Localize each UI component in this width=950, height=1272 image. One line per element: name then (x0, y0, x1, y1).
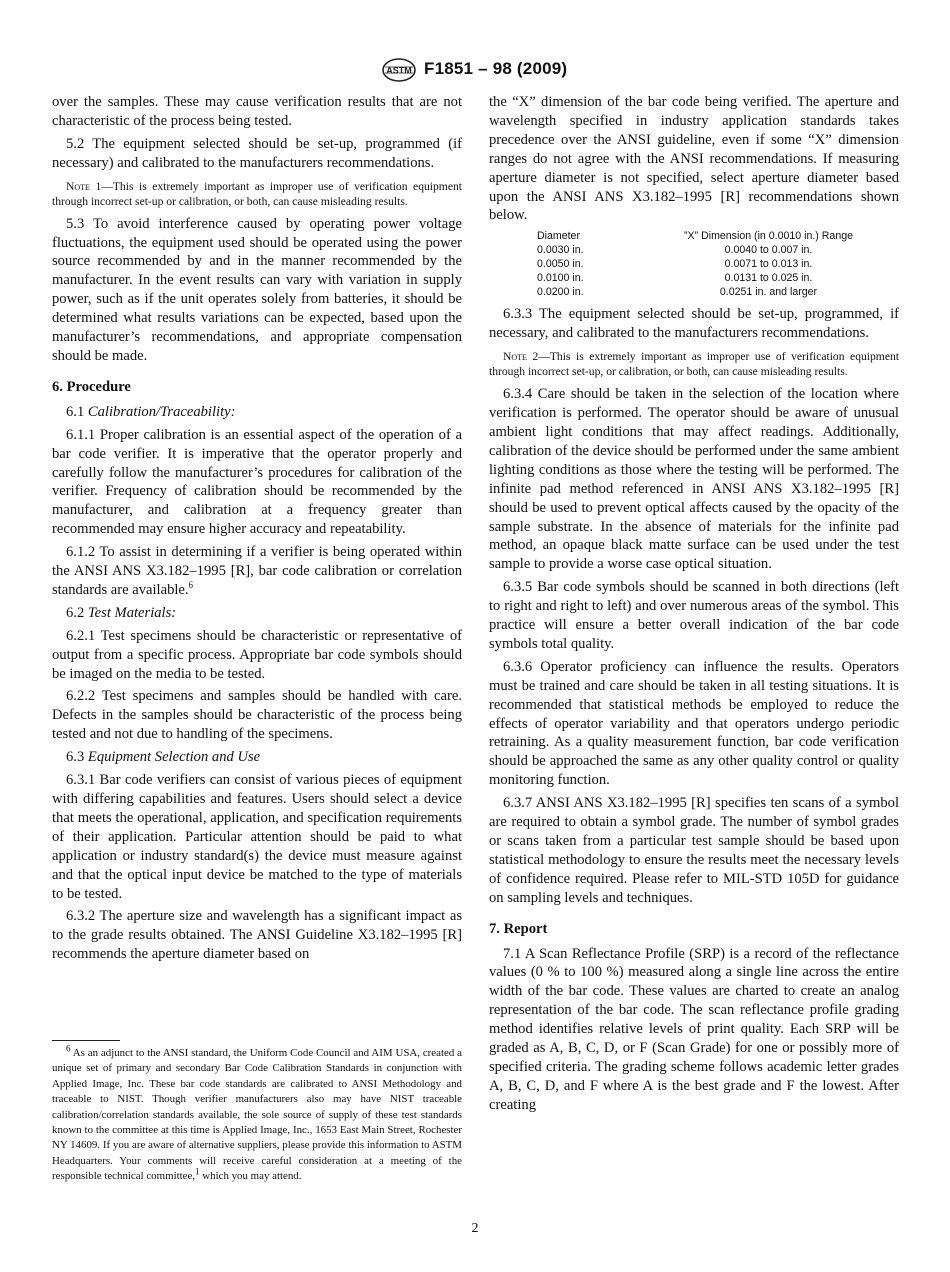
paragraph-6-3-5: 6.3.5 Bar code symbols should be scanned in both directions (left to right and right to left) and over numerous areas of the symbol. This practice will ensure a better overall indication of the bar code symbols total quality. (489, 579, 899, 652)
paragraph-6-2-title: Test Materials: (87, 604, 177, 621)
note-1-text: —This is extremely important as improper use of verification equipment through incorrect set-up or calibration, or both, can cause misleading results. (52, 179, 462, 208)
paragraph-6-3-3: 6.3.3 The equipment selected should be set-up, programmed, if necessary, and calibrated to the manufacturers recommendations. (489, 306, 899, 342)
table-cell-diameter: 0.0030 in. (537, 244, 584, 257)
footnote-divider (52, 1040, 120, 1041)
paragraph-6-3 (52, 748, 462, 767)
table-header-diameter: Diameter (537, 230, 580, 243)
note-1 (52, 179, 462, 209)
table-cell-range: 0.0040 to 0.007 in. (724, 244, 813, 257)
paragraph-6-2-2: 6.2.2 Test specimens and samples should be handled with care. Defects in the samples should be characteristic of the process being tested and not due to handling of the specimens. (52, 688, 462, 743)
note-2-label: Note 2 (503, 350, 539, 364)
footnote-text: As an adjunct to the ANSI standard, the Uniform Code Council and AIM USA, created a unique set of primary and secondary Bar Code Calibration Standards in conjunction with Applied Image, Inc. These bar code standards are calibrated to ANSI Methodology and traceable to NIST. Though verifier manufacturers also may have NIST traceable calibration/correlation standards available, the sole source of supply of these test standards known to the committee at this time is Applied Image, Inc., 1653 East Main Street, Rochester NY 14609. If you are aware of alternative suppliers, please provide this information to ASTM Headquarters. Your comments will receive careful consideration at a meeting of the responsible technical committee, (52, 1047, 462, 1183)
paragraph-7-1: 7.1 A Scan Reflectance Profile (SRP) is a record of the reflectance values (0 % to 100 %) measured along a single line across the entire width of the bar code. These values are charted to create an analog representation of the bar code. The scan reflectance profile grading method identifies relative levels of print quality. Each SRP will be graded as A, B, C, D, or F (Scan Grade) for one or possibly more of specified criteria. The grading scheme follows academic letter grades A, B, C, D, and F where A is the best grade and F the lowest. After creating (489, 945, 899, 1113)
section-7-heading: 7. Report (489, 920, 548, 937)
paragraph-6-3-1: 6.3.1 Bar code verifiers can consist of various pieces of equipment with differing capabilities and features. Users should select a device that meets the operational, application, and specification requirements of their application. Particular attention should be paid to what application or industry standard(s) the device must measure against and that the optical input device be matched to the type of materials to be tested. (52, 772, 462, 902)
note-1-label: Note 1 (66, 179, 102, 193)
table-cell-range: 0.0071 to 0.013 in. (724, 258, 813, 271)
page-header (0, 58, 950, 82)
paragraph-6-1-1: 6.1.1 Proper calibration is an essential aspect of the operation of a bar code verifier. It is imperative that the operator properly and carefully follow the manufacturer’s procedures for calibration of the verifier. Frequency of calibration should be recommended by the manufacturer, and calibration at a frequency greater than recommended may ensure higher accuracy and repeatability. (52, 426, 462, 538)
paragraph-continued: over the samples. These may cause verification results that are not characteristic of the process being tested. (52, 94, 462, 129)
table-row (489, 243, 899, 257)
table-row (489, 257, 899, 271)
paragraph-6-1-number: 6.1 (66, 403, 85, 420)
paragraph-6-1-2 (52, 543, 462, 600)
footnote-6 (52, 1043, 462, 1185)
table-header-row (489, 229, 899, 243)
note-2 (489, 349, 899, 379)
paragraph-5-2: 5.2 The equipment selected should be set-up, programmed (if necessary) and calibrated to the manufacturers recommendations. (52, 135, 462, 171)
table-cell-diameter: 0.0200 in. (537, 286, 584, 299)
paragraph-6-3-title: Equipment Selection and Use (87, 749, 261, 766)
table-row (489, 271, 899, 285)
footnote-tail: which you may attend. (199, 1170, 302, 1183)
table-row (489, 285, 899, 299)
section-6-heading: 6. Procedure (52, 378, 131, 395)
paragraph-6-1-2-text: 6.1.2 To assist in determining if a verifier is being operated within the ANSI ANS X3.182–1995 [R], bar code calibration or correlation standards are available. (52, 544, 462, 598)
footnote-sup: 1 (195, 1166, 200, 1177)
note-2-text: —This is extremely important as improper use of verification equipment through incorrect set-up, or calibration, or both, can cause misleading results. (489, 350, 899, 379)
right-column (489, 93, 899, 1119)
paragraph-6-3-4: 6.3.4 Care should be taken in the selection of the location where verification is performed. The operator should be aware of unusual ambient light conditions that may affect readings. Additionally, calibration of the device should be performed under the same ambient lighting conditions as those where the testing will be performed. The infinite pad method referenced in ANSI ANS X3.182–1995 [R] should be used to prevent optical affects caused by the opacity of the sample substrate. In the absence of materials for the infinite pad method, an opaque black matte surface can be used under the test sample to provide a worse case optical situation. (489, 386, 899, 573)
footnote-reference[interactable]: 6 (188, 580, 194, 591)
paragraph-continued-right: the “X” dimension of the bar code being verified. The aperture and wavelength specified in industry application standards takes precedence over the ANSI guideline, even if some “X” dimension ranges do not agree with the ANSI recommendations. If measuring aperture diameter is not specified, select aperture diameter based upon the ANSI ANS X3.182–1995 [R] recommendations shown below. (489, 94, 899, 224)
left-column (52, 93, 462, 968)
aperture-table (489, 229, 899, 299)
table-header-range: ”X” Dimension (in 0.0010 in.) Range (684, 230, 853, 243)
table-cell-range: 0.0131 to 0.025 in. (724, 272, 813, 285)
table-cell-range: 0.0251 in. and larger (719, 286, 818, 299)
astm-logo-icon (381, 58, 417, 82)
footnote-marker: 6 (66, 1043, 71, 1054)
paragraph-6-3-6: 6.3.6 Operator proficiency can influence the results. Operators must be trained and care should be taken in all testing situations. It is recommended that statistical methods be employed to reduce the effects of operator variability and that operators undergo periodic retraining. As a quality measurement function, bar code verification should be approached the same as any other quality control or quality monitoring function. (489, 658, 899, 789)
paragraph-6-3-7: 6.3.7 ANSI ANS X3.182–1995 [R] specifies ten scans of a symbol are required to obtain a symbol grade. The number of symbol grades or scans taken from a particular test sample should be based upon statistical methodology to ensure the results meet the necessary levels of confidence required. Please refer to MIL-STD 105D for guidance on sampling levels and techniques. (489, 795, 899, 906)
paragraph-6-2-number: 6.2 (66, 604, 85, 621)
paragraph-6-2 (52, 604, 462, 623)
paragraph-6-3-2: 6.3.2 The aperture size and wavelength has a significant impact as to the grade results obtained. The ANSI Guideline X3.182–1995 [R] recommends the aperture diameter based on (52, 908, 462, 963)
paragraph-6-1-title: Calibration/Traceability: (87, 403, 236, 420)
paragraph-6-3-number: 6.3 (66, 749, 85, 766)
table-cell-diameter: 0.0100 in. (537, 272, 584, 285)
paragraph-6-2-1: 6.2.1 Test specimens should be characteristic or representative of output from a specific process. Appropriate bar code symbols should be imaged on the media to be tested. (52, 627, 462, 682)
logo-text: ASTM (386, 65, 412, 76)
document-designation: F1851 – 98 (2009) (424, 59, 568, 78)
paragraph-5-3: 5.3 To avoid interference caused by operating power voltage fluctuations, the equipment used should be operated using the power source recommended by and in the manner recommended by the manufacturer. In the event results can vary with variation in supply power, such as if the unit operates solely from batteries, it should be determined what results variations can be expected, based upon the manufacturer’s recommendations, and appropriate compensation should be made. (52, 215, 462, 364)
page-number: 2 (471, 1221, 479, 1236)
table-cell-diameter: 0.0050 in. (537, 258, 584, 271)
paragraph-6-1 (52, 403, 462, 422)
